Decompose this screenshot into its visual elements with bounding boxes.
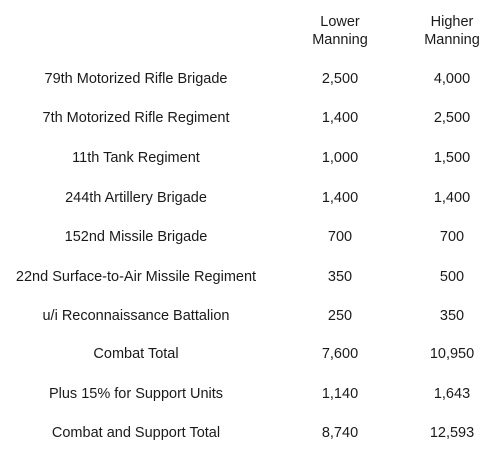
table-row — [0, 267, 499, 287]
unit-name: 11th Tank Regiment — [72, 150, 200, 166]
table-row — [0, 108, 499, 128]
grand-total-row — [0, 423, 499, 443]
lower-manning-value: 700 — [327, 229, 353, 245]
header-higher-line2: Manning — [424, 32, 480, 48]
unit-name: 7th Motorized Rifle Regiment — [42, 110, 230, 126]
lower-manning-value: 1,400 — [321, 190, 359, 206]
higher-manning-value: 12,593 — [429, 425, 475, 441]
unit-name: 79th Motorized Rifle Brigade — [44, 71, 228, 87]
unit-name: u/i Reconnaissance Battalion — [42, 308, 230, 324]
header-higher-manning — [412, 13, 492, 49]
higher-manning-value: 1,643 — [433, 386, 471, 402]
higher-manning-value: 10,950 — [429, 346, 475, 362]
higher-manning-value: 500 — [439, 269, 465, 285]
header-lower-line1: Lower — [320, 14, 360, 30]
table-row — [0, 306, 499, 326]
unit-name: Plus 15% for Support Units — [48, 386, 224, 402]
table-row — [0, 227, 499, 247]
higher-manning-value: 350 — [439, 308, 465, 324]
combat-total-row — [0, 344, 499, 364]
lower-manning-value: 1,140 — [321, 386, 359, 402]
lower-manning-value: 2,500 — [321, 71, 359, 87]
header-lower-manning — [299, 13, 381, 49]
unit-name: 152nd Missile Brigade — [64, 229, 208, 245]
header-higher-line1: Higher — [430, 14, 474, 30]
table-header — [0, 13, 499, 53]
lower-manning-value: 1,000 — [321, 150, 359, 166]
table-row — [0, 188, 499, 208]
unit-name: Combat Total — [93, 346, 179, 362]
lower-manning-value: 250 — [327, 308, 353, 324]
higher-manning-value: 4,000 — [433, 71, 471, 87]
higher-manning-value: 1,500 — [433, 150, 471, 166]
lower-manning-value: 7,600 — [321, 346, 359, 362]
higher-manning-value: 1,400 — [433, 190, 471, 206]
unit-name: 22nd Surface-to-Air Missile Regiment — [15, 269, 257, 285]
lower-manning-value: 350 — [327, 269, 353, 285]
support-units-row — [0, 384, 499, 404]
higher-manning-value: 2,500 — [433, 110, 471, 126]
header-lower-line2: Manning — [312, 32, 368, 48]
table-row — [0, 69, 499, 89]
higher-manning-value: 700 — [439, 229, 465, 245]
table-row — [0, 148, 499, 168]
unit-name: Combat and Support Total — [51, 425, 221, 441]
lower-manning-value: 8,740 — [321, 425, 359, 441]
lower-manning-value: 1,400 — [321, 110, 359, 126]
unit-name: 244th Artillery Brigade — [65, 190, 207, 206]
